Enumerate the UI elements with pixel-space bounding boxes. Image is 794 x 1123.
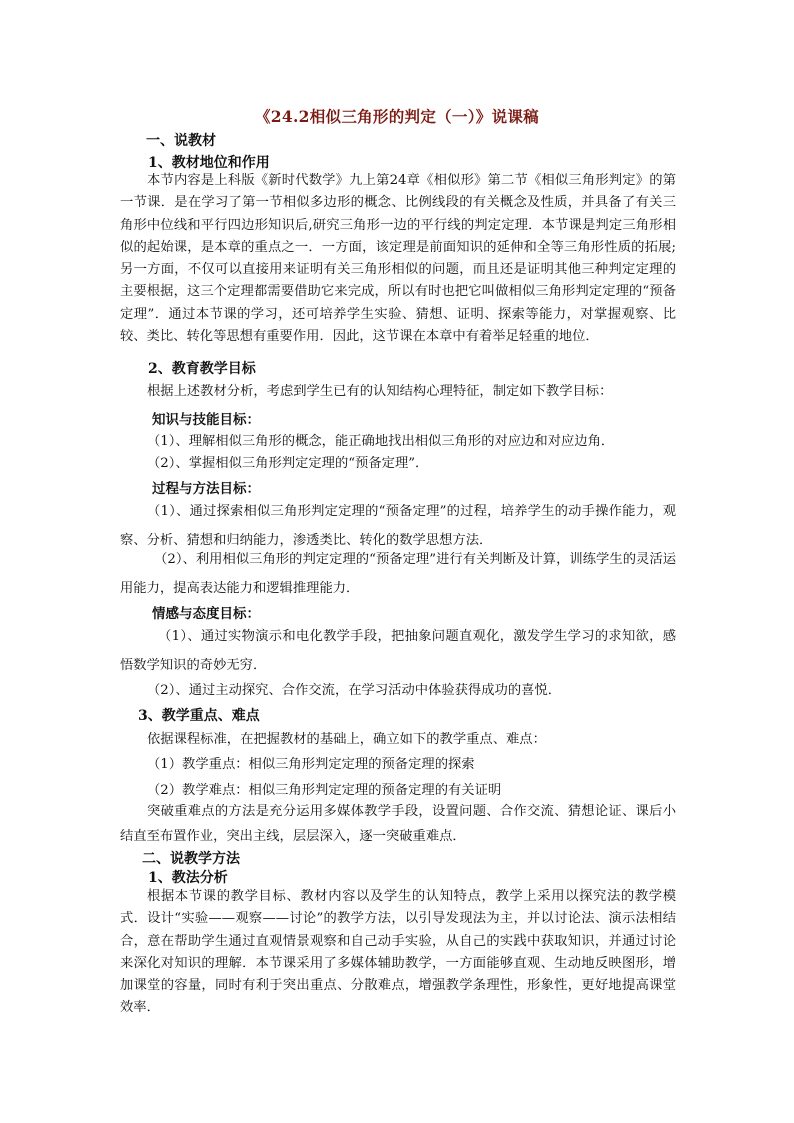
document-title: 《24.2相似三角形的判定（一）》说课稿: [254, 107, 539, 126]
process-goal-item: （1）、通过探索相似三角形判定定理的“预备定理”的过程，培养学生的动手操作能力，观察、分析、猜想和归纳能力，渗透类比、转化的数学思想方法．: [120, 504, 676, 548]
subsection-heading-goals: 2、教育教学目标: [148, 361, 256, 377]
paragraph-breakthrough: 突破重难点的方法是充分运用多媒体教学手段，设置问题、合作交流、猜想论证、课后小结直至布置作业，突出主线，层层深入，逐一突破重难点．: [120, 804, 676, 844]
paragraph-position: 本节内容是上科版《新时代数学》九上第24章《相似形》第二节《相似三角形判定》的第一节课．是在学习了第一节相似多边形的概念、比例线段的有关概念及性质，并具备了有关三角形中位线和平行四边形知识后,研究三角形一边的平行线的判定定理．本节课是判定三角形相似的起始课，是本章的重点之一．一方面，该定理是前面知识的延伸和全等三角形性质的拓展; 另一方面，不仅可以直接用来证明有关三角形相似的问题，而且还是证明其他三种判定定理的主要根据，这三个定理都需要借助它来完成，所以有时也把它叫做相似三角形判定定理的“预备定理”．通过本节课的学习，还可培养学生实验、猜想、证明、探索等能力，对掌握观察、比较、类比、转化等思想有重要作用．因此，这节课在本章中有着举足轻重的地位．: [120, 173, 676, 345]
subsection-heading-method-analysis: 1、教法分析: [148, 870, 228, 886]
keypoint-item: （1）教学重点：相似三角形判定定理的预备定理的探索: [147, 757, 475, 772]
keypoints-intro: 依据课程标准，在把握教材的基础上，确立如下的教学重点、难点：: [147, 732, 546, 747]
knowledge-goals-heading: 知识与技能目标：: [152, 412, 260, 428]
emotion-goals-heading: 情感与态度目标：: [152, 606, 260, 622]
subsection-heading-keypoints: 3、教学重点、难点: [138, 708, 260, 724]
knowledge-goal-item: （1）、理解相似三角形的概念，能正确地找出相似三角形的对应边和对应边角．: [147, 434, 615, 449]
difficulty-item: （2）教学难点：相似三角形判定定理的预备定理的有关证明: [147, 783, 502, 798]
emotion-goal-item: （1）、通过实物演示和电化教学手段，把抽象问题直观化，激发学生学习的求知欲，感悟数学知识的奇妙无穷．: [120, 629, 676, 673]
goals-intro: 根据上述教材分析，考虑到学生已有的认知结构心理特征，制定如下教学目标：: [147, 384, 613, 399]
emotion-goal-item: （2）、通过主动探究、合作交流，在学习活动中体验获得成功的喜悦．: [147, 683, 562, 698]
section-heading-methods: 二、说教学方法: [142, 851, 240, 867]
section-heading-textbook: 一、说教材: [146, 133, 216, 149]
process-goals-heading: 过程与方法目标：: [152, 481, 260, 497]
process-goal-item: （2）、利用相似三角形的判定定理的“预备定理”进行有关判断及计算，训练学生的灵活运用能力，提高表达能力和逻辑推理能力．: [120, 552, 676, 596]
knowledge-goal-item: （2）、掌握相似三角形判定定理的“预备定理”．: [147, 456, 429, 471]
paragraph-method-analysis: 根据本节课的教学目标、教材内容以及学生的认知特点，教学上采用以探究法的教学模式．设计“实验——观察——讨论”的教学方法，以引导发现法为主，并以讨论法、演示法相结合，意在帮助学生通过直观情景观察和自己动手实验，从自己的实践中获取知识，并通过讨论来深化对知识的理解．本节课采用了多媒体辅助教学，一方面能够直观、生动地反映图形，增加课堂的容量，同时有利于突出重点、分散难点，增强教学条理性，形象性，更好地提高课堂效率．: [120, 889, 676, 1016]
subsection-heading-position: 1、教材地位和作用: [148, 155, 270, 171]
